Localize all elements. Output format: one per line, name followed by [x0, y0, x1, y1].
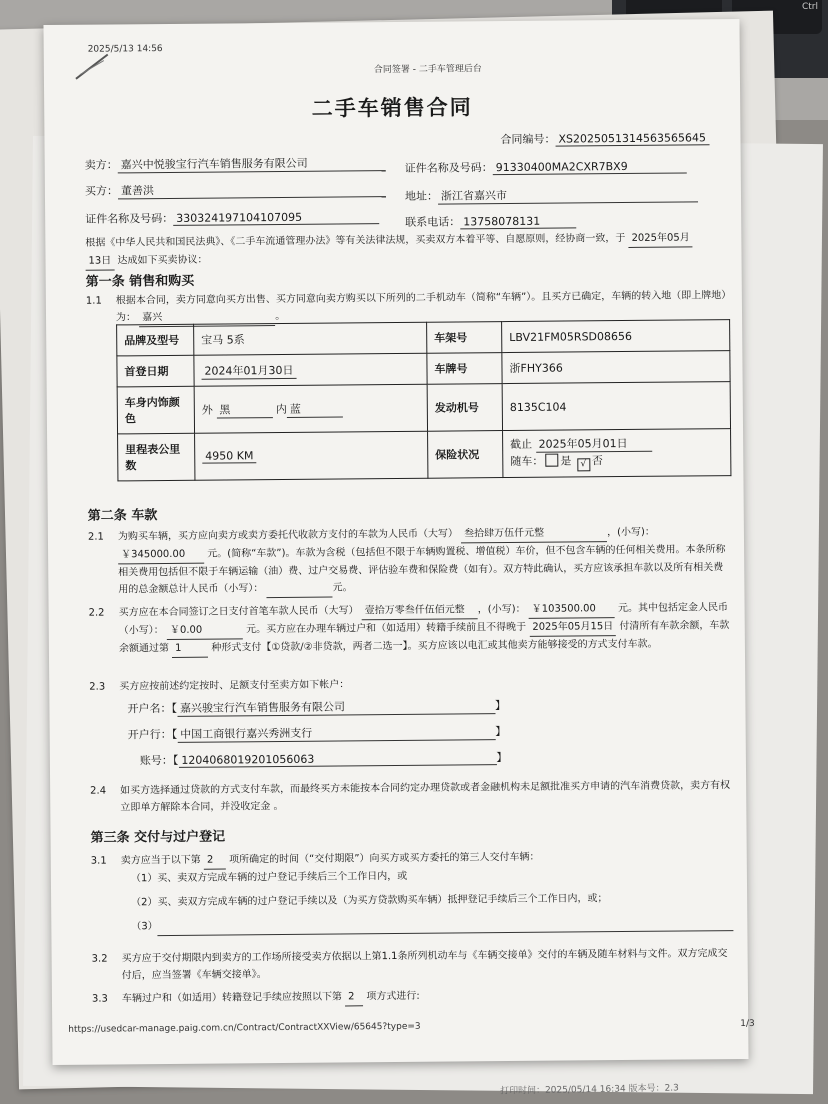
footer-page-number: 1/3	[740, 1018, 755, 1030]
insurance-label: 保险状况	[428, 431, 503, 479]
mileage-cell	[195, 431, 428, 480]
contract-number-row	[500, 129, 709, 147]
section-2-title: 第二条 车款	[87, 508, 158, 524]
preamble	[85, 229, 725, 271]
registration-place: 嘉兴	[139, 308, 275, 327]
account-number-label: 账号：【	[139, 753, 179, 768]
interior-color: 蓝	[287, 400, 343, 417]
account-name-label: 开户名：【	[127, 701, 178, 716]
clause-3-3-text: 车辆过户和（如适用）转籍登记手续应按照以下第	[121, 991, 343, 1005]
insurance-until-label: 截止	[510, 437, 533, 451]
page-header: 合同签署 - 二手车管理后台	[373, 64, 482, 76]
color-cell	[194, 384, 427, 433]
delivery-option-3-label: （3）	[131, 921, 158, 933]
exterior-label: 外	[201, 403, 213, 417]
engine-value: 8135C104	[502, 382, 730, 431]
clause-2-2-text: 买方应在本合同签订之日支付首笔车款人民币（大写）	[118, 605, 359, 619]
phone: 13758078131	[460, 214, 576, 229]
section-1-title: 第一条 销售和购买	[85, 273, 195, 290]
buyer-name: 董善洪	[118, 180, 386, 199]
phone-row	[405, 212, 576, 229]
contract-number: XS2025051314563565645	[555, 131, 709, 146]
clause-2-2-text-c: 元。买方应在办理车辆过户和（如适用）转籍手续前且不得晚于	[246, 621, 527, 636]
clause-2-4-text: 如买方选择通过贷款的方式支付车款，而最终买方未能按本合同约定办理贷款或者金融机构未足额批准买方申请的汽车消费贷款，卖方有权立即单方解除本合同，并没收定金 。	[120, 780, 731, 814]
reg-date-cell	[194, 353, 427, 386]
table-row	[117, 382, 730, 434]
account-bank-row	[128, 723, 507, 743]
clause-2-3-text: 买方应按前述约定按时、足额支付至卖方如下帐户：	[119, 679, 350, 693]
section-3-title: 第三条 交付与过户登记	[90, 829, 226, 846]
clause-2-1-num: 2.1	[87, 531, 104, 543]
no-label: 否	[591, 454, 603, 468]
clause-3-2-num: 3.2	[91, 953, 108, 965]
total-amount	[267, 580, 333, 599]
vehicle-info-table	[116, 319, 731, 481]
deposit-amount: ￥0.00	[167, 621, 243, 640]
account-number: 1204068019201056063	[178, 751, 496, 768]
transfer-option: 2	[345, 988, 363, 1006]
clause-2-1-text-b: 元。(简称“车款”)。车款为含税（包括但不限于车辆购置税、增值税）车价，但不包含车辆的任何相关费用。本条所称相关费用包括但不限于车辆运输（油）费、过户交易费、评估验车费和保险费（如有）。双方特此确认，买方应该承担车款以及所有相关费用的总金额总计人民币（小写）：	[118, 544, 726, 596]
buyer-cert-label: 证件名称及号码：	[85, 211, 174, 226]
brand-value: 宝马 5系	[194, 322, 427, 355]
clause-2-1-text: 为购买车辆，买方应向卖方或卖方委托代收款方支付的车款为人民币（大写）	[117, 528, 458, 543]
table-row	[118, 429, 731, 481]
contract-page	[43, 19, 755, 1065]
down-payment-small-label: ，(小写)：	[477, 603, 526, 616]
clause-2-4-num: 2.4	[90, 785, 107, 797]
engine-label: 发动机号	[427, 384, 502, 432]
plate-value: 浙FHY366	[502, 351, 730, 384]
delivery-option-3-blank	[158, 913, 734, 936]
clause-2-1-text-c: 元。	[332, 582, 353, 594]
clause-2-2-text-d: 付清所有车款余额，车款余额通过第	[118, 620, 730, 655]
account-name: 嘉兴骏宝行汽车销售服务有限公司	[177, 697, 495, 717]
clause-3-1-text: 卖方应当于以下第	[120, 854, 201, 867]
seller-cert: 91330400MA2CXR7BX9	[493, 159, 687, 175]
preamble-text: 根据《中华人民共和国民法典》、《二手车流通管理办法》等有关法律法规，买卖双方本着平等、自愿原则，经协商一致，于	[85, 232, 626, 249]
vin-value: LBV21FM05RSD08656	[502, 320, 730, 353]
interior-label: 内	[275, 402, 287, 416]
footer-url: https://usedcar-manage.paig.com.cn/Contract/ContractXXView/65645?type=3	[68, 1021, 421, 1035]
clause-2-2-text-e: 种形式支付【①贷款/②非贷款，两者二选一】。买方应该以电汇或其他卖方能够接受的方式支付车款。	[211, 638, 658, 654]
contract-title: 二手车销售合同	[311, 95, 473, 121]
seller-cert-label: 证件名称及号码：	[404, 161, 493, 175]
insurance-cell	[503, 429, 731, 478]
clause-3-3	[122, 988, 420, 1009]
clause-2-1	[118, 523, 731, 599]
clause-3-1	[121, 849, 540, 871]
reg-date-value: 2024年01月30日	[201, 361, 296, 379]
seller-cert-row	[405, 157, 687, 175]
bracket-close: 】	[495, 725, 507, 739]
delivery-option-3	[131, 913, 734, 936]
price-in-words: 叁拾肆万伍仟元整	[461, 524, 607, 543]
color-label: 车身内饰颜色	[117, 386, 194, 434]
bracket-close: 】	[496, 751, 508, 765]
vin-label: 车架号	[427, 322, 502, 354]
final-payment-date: 2025年05月15日	[529, 618, 616, 637]
clause-2-2-num: 2.2	[88, 607, 105, 619]
down-payment-amount: ￥103500.00	[529, 600, 615, 619]
yes-checkbox[interactable]	[545, 454, 558, 467]
payment-method: 1	[172, 640, 208, 658]
delivery-option-1: （1）买、卖双方完成车辆的过户登记手续后三个工作日内，或	[130, 870, 408, 885]
print-timestamp: 2025/5/13 14:56	[87, 44, 163, 55]
plate-label: 车牌号	[427, 353, 502, 385]
delivery-option: 2	[204, 851, 226, 869]
reg-date-label: 首登日期	[117, 355, 194, 387]
clause-1-1: 根据本合同，卖方同意向买方出售、买方同意向卖方购买以下所列的二手机动车（简称“车辆”）。且买方已确定，车辆的转入地（即上牌地）为： 嘉兴 。	[116, 287, 728, 327]
price-amount: ￥345000.00	[118, 546, 204, 565]
address-label: 地址：	[404, 189, 439, 203]
clause-2-2-text-b: 元。其中包括定金人民币（小写）：	[118, 602, 729, 637]
down-payment-in-words: 壹拾万零叁仟伍佰元整	[362, 601, 478, 620]
with-car-label: 随车：	[510, 454, 544, 468]
clause-2-3-num: 2.3	[89, 681, 106, 693]
contract-number-label: 合同编号：	[500, 132, 556, 147]
no-checkbox[interactable]: √	[577, 458, 590, 471]
clause-3-2-text: 买方应于交付期限内到卖方的工作场所接受卖方依据以上第1.1条所列机动车与《车辆交接单》交付的车辆及随车材料与文件。双方完成交付后，应当签署《车辆交接单》。	[121, 948, 728, 982]
account-name-row	[127, 697, 506, 717]
mileage-label: 里程表公里数	[118, 433, 195, 481]
buyer-label: 买方：	[84, 184, 118, 198]
clause-3-1-text-b: 项所确定的时间（“交付期限”）向买方或买方委托的第三人交付车辆：	[229, 851, 540, 866]
clause-3-1-num: 3.1	[90, 855, 107, 867]
account-number-row	[140, 749, 508, 768]
address: 浙江省嘉兴市	[438, 185, 698, 204]
underlying-sheet-footer: 打印时间：2025/05/14 16:34 版本号：2.3	[499, 1083, 679, 1097]
yes-label: 是	[560, 454, 572, 468]
account-bank-label: 开户行：【	[127, 727, 178, 742]
exterior-color: 黑	[216, 401, 272, 418]
delivery-option-2: （2）买、卖双方完成车辆的过户登记手续以及（为买方贷款购买车辆）抵押登记手续后三个工作日内，或；	[131, 893, 608, 909]
seller-name: 嘉兴中悦骏宝行汽车销售服务有限公司	[118, 154, 386, 173]
bracket-close: 】	[494, 699, 506, 713]
preamble-date: 2025年05月	[628, 229, 692, 248]
preamble-text-end: 达成如下买卖协议：	[117, 254, 208, 267]
clause-1-1-text: 根据本合同，卖方同意向买方出售、买方同意向卖方购买以下所列的二手机动车（简称“车辆”）。且买方已确定，车辆的转入地（即上牌地）为：	[115, 290, 727, 324]
seller-label: 卖方：	[84, 158, 118, 172]
brand-label: 品牌及型号	[117, 324, 194, 356]
clause-3-3-num: 3.3	[91, 993, 108, 1005]
buyer-cert: 330324197104107095	[173, 210, 379, 226]
pen-mark	[74, 52, 110, 80]
buyer-row	[85, 180, 386, 200]
buyer-cert-row	[85, 208, 379, 227]
mileage-value: 4950 KM	[202, 449, 256, 463]
key-label: Ctrl	[801, 2, 818, 12]
phone-label: 联系电话：	[405, 215, 461, 229]
clause-3-3-text-b: 项方式进行:	[366, 990, 420, 1003]
clause-2-2	[119, 599, 731, 658]
preamble-date-day: 13日	[85, 252, 114, 270]
clause-1-1-num: 1.1	[85, 295, 102, 307]
account-bank: 中国工商银行嘉兴秀洲支行	[177, 723, 495, 743]
address-row	[405, 185, 698, 205]
price-small-label: ，(小写)：	[607, 526, 655, 539]
insurance-until: 2025年05月01日	[536, 435, 652, 453]
seller-row	[85, 154, 386, 174]
